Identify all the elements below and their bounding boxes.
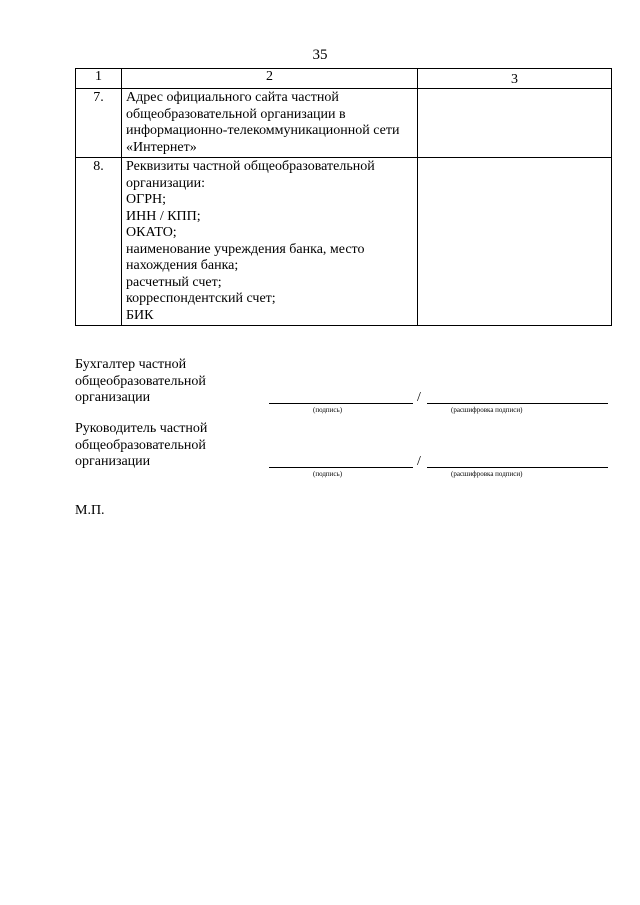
- director-signature-label: [75, 421, 207, 471]
- signature-label-line: организации: [75, 390, 151, 405]
- stamp-place-label: М.П.: [75, 503, 105, 518]
- row-text-line: ОКАТО;: [126, 225, 177, 240]
- header-cell-2: 2: [122, 69, 418, 89]
- row-text-line: общеобразовательной организации в: [126, 106, 346, 122]
- row-description: [122, 89, 418, 158]
- page-number: 35: [312, 47, 328, 63]
- table-row: [76, 158, 612, 326]
- signature-label-line: Бухгалтер частной: [75, 357, 187, 372]
- signature-caption: (подпись): [313, 470, 343, 478]
- accountant-decode-field[interactable]: [427, 403, 608, 404]
- row-value-cell[interactable]: [418, 158, 612, 326]
- row-text-line: организации:: [126, 175, 206, 191]
- row-number: 7.: [76, 89, 122, 158]
- row-number: 8.: [76, 158, 122, 326]
- signature-label-line: общеобразовательной: [75, 437, 206, 453]
- requisites-table: [75, 68, 612, 326]
- signature-caption: (подпись): [313, 406, 343, 414]
- table-header-row: [76, 69, 612, 89]
- accountant-signature-label: [75, 357, 206, 407]
- row-text-line: нахождения банка;: [126, 258, 239, 273]
- decode-caption: (расшифровка подписи): [451, 406, 523, 414]
- signature-separator: /: [417, 390, 421, 405]
- row-text-line: БИК: [126, 307, 154, 323]
- row-text-line: Адрес официального сайта частной: [126, 90, 339, 105]
- director-signature-field[interactable]: [269, 467, 413, 468]
- row-text-line: информационно-телекоммуникационной сети: [126, 123, 400, 138]
- signature-label-line: организации: [75, 454, 151, 469]
- director-decode-field[interactable]: [427, 467, 608, 468]
- row-text-line: «Интернет»: [126, 139, 197, 155]
- row-text-line: наименование учреждения банка, место: [126, 241, 365, 257]
- signature-separator: /: [417, 454, 421, 469]
- row-value-cell[interactable]: [418, 89, 612, 158]
- row-text-line: ИНН / КПП;: [126, 208, 201, 224]
- row-text-line: корреспондентский счет;: [126, 291, 276, 306]
- row-text-line: Реквизиты частной общеобразовательной: [126, 159, 375, 174]
- row-description: [122, 158, 418, 326]
- signature-label-line: общеобразовательной: [75, 373, 206, 389]
- decode-caption: (расшифровка подписи): [451, 470, 523, 478]
- header-cell-3: 3: [418, 69, 612, 89]
- row-text-line: расчетный счет;: [126, 274, 222, 290]
- signature-label-line: Руководитель частной: [75, 421, 208, 436]
- header-cell-1: 1: [76, 69, 122, 89]
- row-text-line: ОГРН;: [126, 192, 166, 207]
- table-row: [76, 89, 612, 158]
- accountant-signature-field[interactable]: [269, 403, 413, 404]
